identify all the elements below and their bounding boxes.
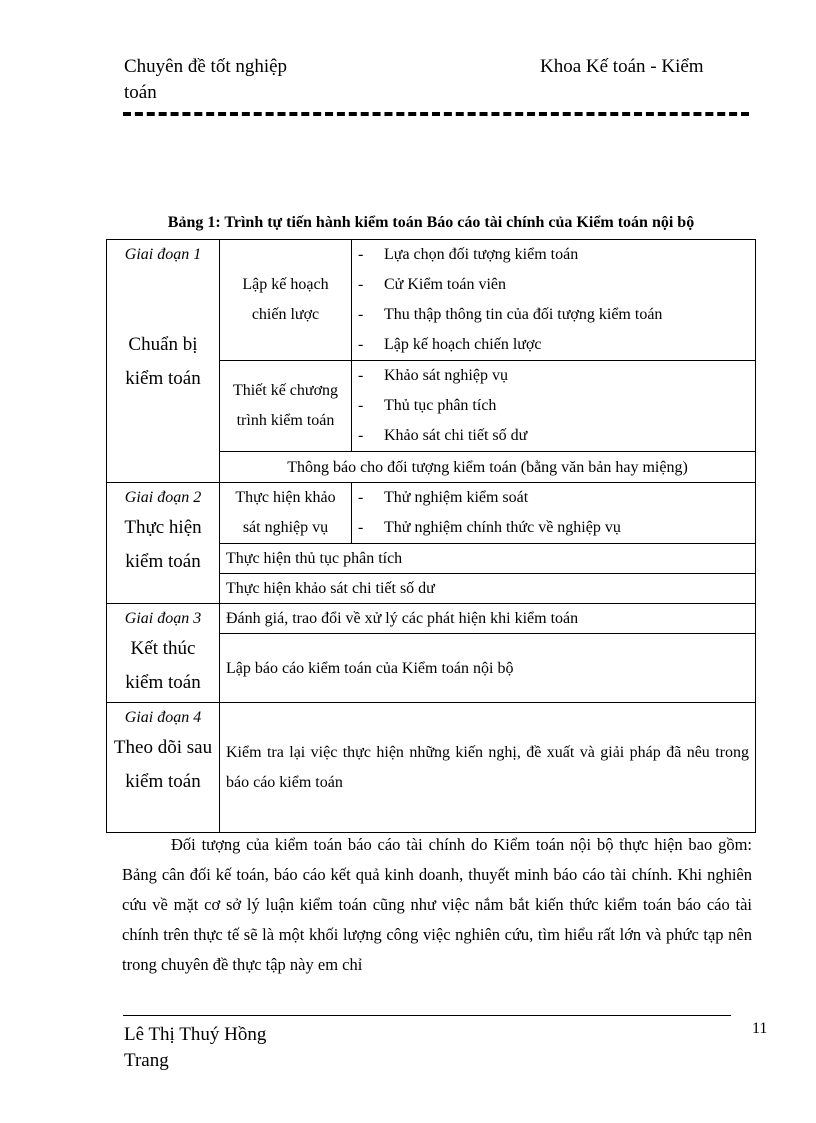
header-divider [123,112,749,116]
procedure-row: Lập báo cáo kiểm toán của Kiểm toán nội bộ [220,634,756,703]
group-title: Lập kế hoạch chiến lược [220,240,352,361]
group-title: Thực hiện khảo sát nghiệp vụ [220,483,352,544]
header-left-line2: toán [124,82,157,103]
list-item: - Khảo sát nghiệp vụ [358,367,508,384]
audit-process-table [106,239,756,833]
stage-name: Thực hiện kiểm toán [124,517,202,572]
table-row [107,483,756,544]
stage-name: Theo dõi sau kiểm toán [113,737,213,792]
table-caption: Bảng 1: Trình tự tiến hành kiểm toán Báo cáo tài chính của Kiểm toán nội bộ [167,214,695,231]
list-item: - Thủ tục phân tích [358,397,497,414]
stage-label: Giai đoạn 3 [124,610,202,627]
header-right: Khoa Kế toán - Kiểm [540,56,704,77]
stage-name: Kết thúc kiểm toán [125,638,201,693]
stage-3-cell [107,604,220,703]
stage-label: Giai đoạn 2 [124,489,202,506]
item-list [352,240,756,361]
procedure-row: Thực hiện thủ tục phân tích [220,544,756,574]
list-item: - Cử Kiểm toán viên [358,276,506,293]
stage-name: Chuẩn bị kiểm toán [125,334,201,389]
footer-divider [123,1015,731,1016]
procedure-row: Kiểm tra lại việc thực hiện những kiến nghị, đề xuất và giải pháp đã nêu trong báo cáo kiểm toán [220,703,756,833]
stage-1-cell [107,240,220,483]
table-row [107,703,756,833]
page-number: 11 [752,1020,768,1037]
list-item: - Thử nghiệm chính thức về nghiệp vụ [358,519,621,536]
stage-label: Giai đoạn 1 [124,246,202,263]
stage-4-cell [107,703,220,833]
body-paragraph: Đối tượng của kiểm toán báo cáo tài chính do Kiểm toán nội bộ thực hiện bao gồm: Bảng cân đối kế toán, báo cáo kết quả kinh doanh, thuyết minh báo cáo tài chính. Khi nghiên cứu về mặt cơ sở lý luận kiểm toán cũng như việc nắm bắt kiến thức kiểm toán báo cáo tài chính trên thực tế sẽ là một khối lượng công việc nghiên cứu, tìm hiểu rất lớn và phức tạp nên trong chuyên đề thực tập này em chỉ [122,835,752,974]
procedure-row: Đánh giá, trao đổi về xử lý các phát hiện khi kiểm toán [220,604,756,634]
procedure-row: Thực hiện khảo sát chi tiết số dư [220,574,756,604]
table-row [107,240,756,361]
footer-name-line1: Lê Thị Thuý Hồng [124,1024,267,1045]
item-list [352,483,756,544]
footer-author [124,1022,266,1074]
stage-label: Giai đoạn 4 [124,709,202,726]
header-left [124,54,444,106]
item-list [352,361,756,452]
list-item: - Lập kế hoạch chiến lược [358,336,542,353]
header-left-line1: Chuyên đề tốt nghiệp [124,56,288,77]
stage-2-cell [107,483,220,604]
notice-row: Thông báo cho đối tượng kiểm toán (bằng văn bản hay miệng) [220,452,756,483]
footer-name-line2: Trang [124,1050,169,1071]
list-item: - Lựa chọn đối tượng kiểm toán [358,246,579,263]
list-item: - Thu thập thông tin của đối tượng kiểm toán [358,306,663,323]
group-title: Thiết kế chương trình kiểm toán [220,361,352,452]
list-item: - Khảo sát chi tiết số dư [358,427,528,444]
table-row [107,604,756,634]
list-item: - Thử nghiệm kiểm soát [358,489,529,506]
